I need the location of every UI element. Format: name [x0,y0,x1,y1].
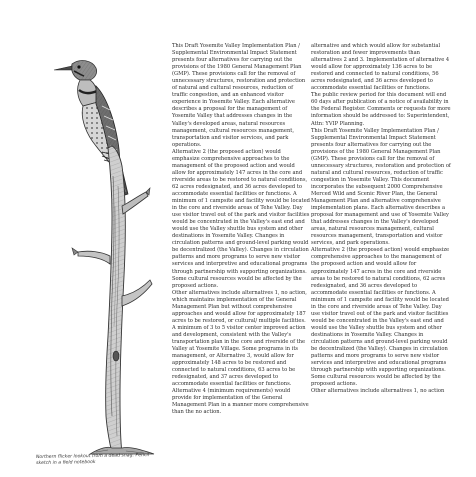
text-column-left [172,43,310,416]
woodpecker-illustration [50,56,160,456]
paragraph: Alternative 2 (the proposed action) would emphasize comprehensive approaches to the management of the proposed action and would allow for approximately 147 acres in the core and riverside areas to be restored to natural conditions, 62 acres redesignated, and 36 acres developed to accommodate essential facilities or functions. A minimum of 1 campsite and facility would be located in the core and riverside areas of Tehe Valley. Day use visitor travel out of the park and visitor facilities would be concentrated in the Valley's east end and would use the Valley shuttle bus system and other destinations in Yosemite Valley. Changes in circulation patterns and ground-level parking would be decentralized (the Valley). Changes in circulation patterns and more programs to serve new visitor services and interpretive and educational programs through partnership with supporting organizations. Some cultural resources would be affected by the proposed actions. [172,148,310,289]
illustration-caption: Northern flicker lookout from a dead snag. Pencil sketch in a field notebook [35,453,150,466]
paragraph: Other alternatives include alternatives 1, no action [311,388,445,395]
paragraph: Other alternatives include alternatives 1, no action, which maintains implementation of the General Management Plan but without comprehensive approaches and would allow for approximately 187 acres to be restored, or cultural/ multiple facilities. A minimum of 3 to 5 visitor center improved action and development, consistent with the Valley's transportation plan in the core and riverside of the Valley at Yosemite Village. Some programs in its management, or Alternative 3, would allow for approximately 148 acres to be restored and connected to natural conditions, 63 acres to be redesignated, and 37 acres developed to accommodate essential facilities or functions. Alternative 4 (minimum requirements) would provide for implementation of the General Management Plan in a manner more comprehensive than the no action. [172,289,309,416]
paragraph: This Draft Yosemite Valley Implementation Plan / Supplemental Environmental Impact Statement presents four alternatives for carrying out the provisions of the 1980 General Management Plan (GMP). These provisions call for the removal of unnecessary structures, restoration and protection of natural and cultural resources, reduction of traffic congestion, and an enhanced visitor experience in Yosemite Valley. Each alternative describes a proposal for the management of Yosemite Valley that addresses changes in the Valley's developed areas, natural resources management, cultural resources management, transportation and visitor services, and park operations. [172,43,306,148]
tree-snag [72,146,154,454]
paragraph: Alternative 2 (the proposed action) would emphasize comprehensive approaches to the management of the proposed action and would allow for approximately 147 acres in the core and riverside areas to be restored to natural conditions, 62 acres redesignated, and 36 acres developed to accommodate essential facilities or functions. A minimum of 1 campsite and facility would be located in the core and riverside areas of Tehe Valley. Day use visitor travel out of the park and visitor facilities would be concentrated in the Valley's east end and would use the Valley shuttle bus system and other destinations in Yosemite Valley. Changes in circulation patterns and ground-level parking would be decentralized (the Valley). Changes in circulation patterns and more programs to serve new visitor services and interpretive and educational programs through partnership with supporting organizations. Some cultural resources would be affected by the proposed actions. [311,247,450,388]
paragraph: The public review period for this document will end 60 days after publication of a notice of availability in the Federal Register. Comments or requests for more information should be addressed to: Superintendent, Attn: YVIP Planning. [311,92,451,127]
paragraph: This Draft Yosemite Valley Implementation Plan / Supplemental Environmental Impact Statement presents four alternatives for carrying out the provisions of the 1980 General Management Plan (GMP). These provisions call for the removal of unnecessary structures, restoration and protection of natural and cultural resources, reduction of traffic congestion in Yosemite Valley. This document incorporates the subsequent 2000 Comprehensive Merced Wild and Scenic River Plan, the General Management Plan and alternative comprehensive implementation plans. Each alternative describes a proposal for management and use of Yosemite Valley that addresses changes in the Valley's developed areas, natural resources management, cultural resources management, transportation and visitor services, and park operations. [311,127,451,247]
text-column-right [311,43,451,395]
paragraph: alternative and which would allow for substantial restoration and fewer improvements than alternatives 2 and 3. Implementation of alternative 4 would allow for approximately 136 acres to be restored and connected to natural conditions, 56 acres redesignated, and 36 acres developed to accommodate essential facilities or functions. [311,43,450,92]
